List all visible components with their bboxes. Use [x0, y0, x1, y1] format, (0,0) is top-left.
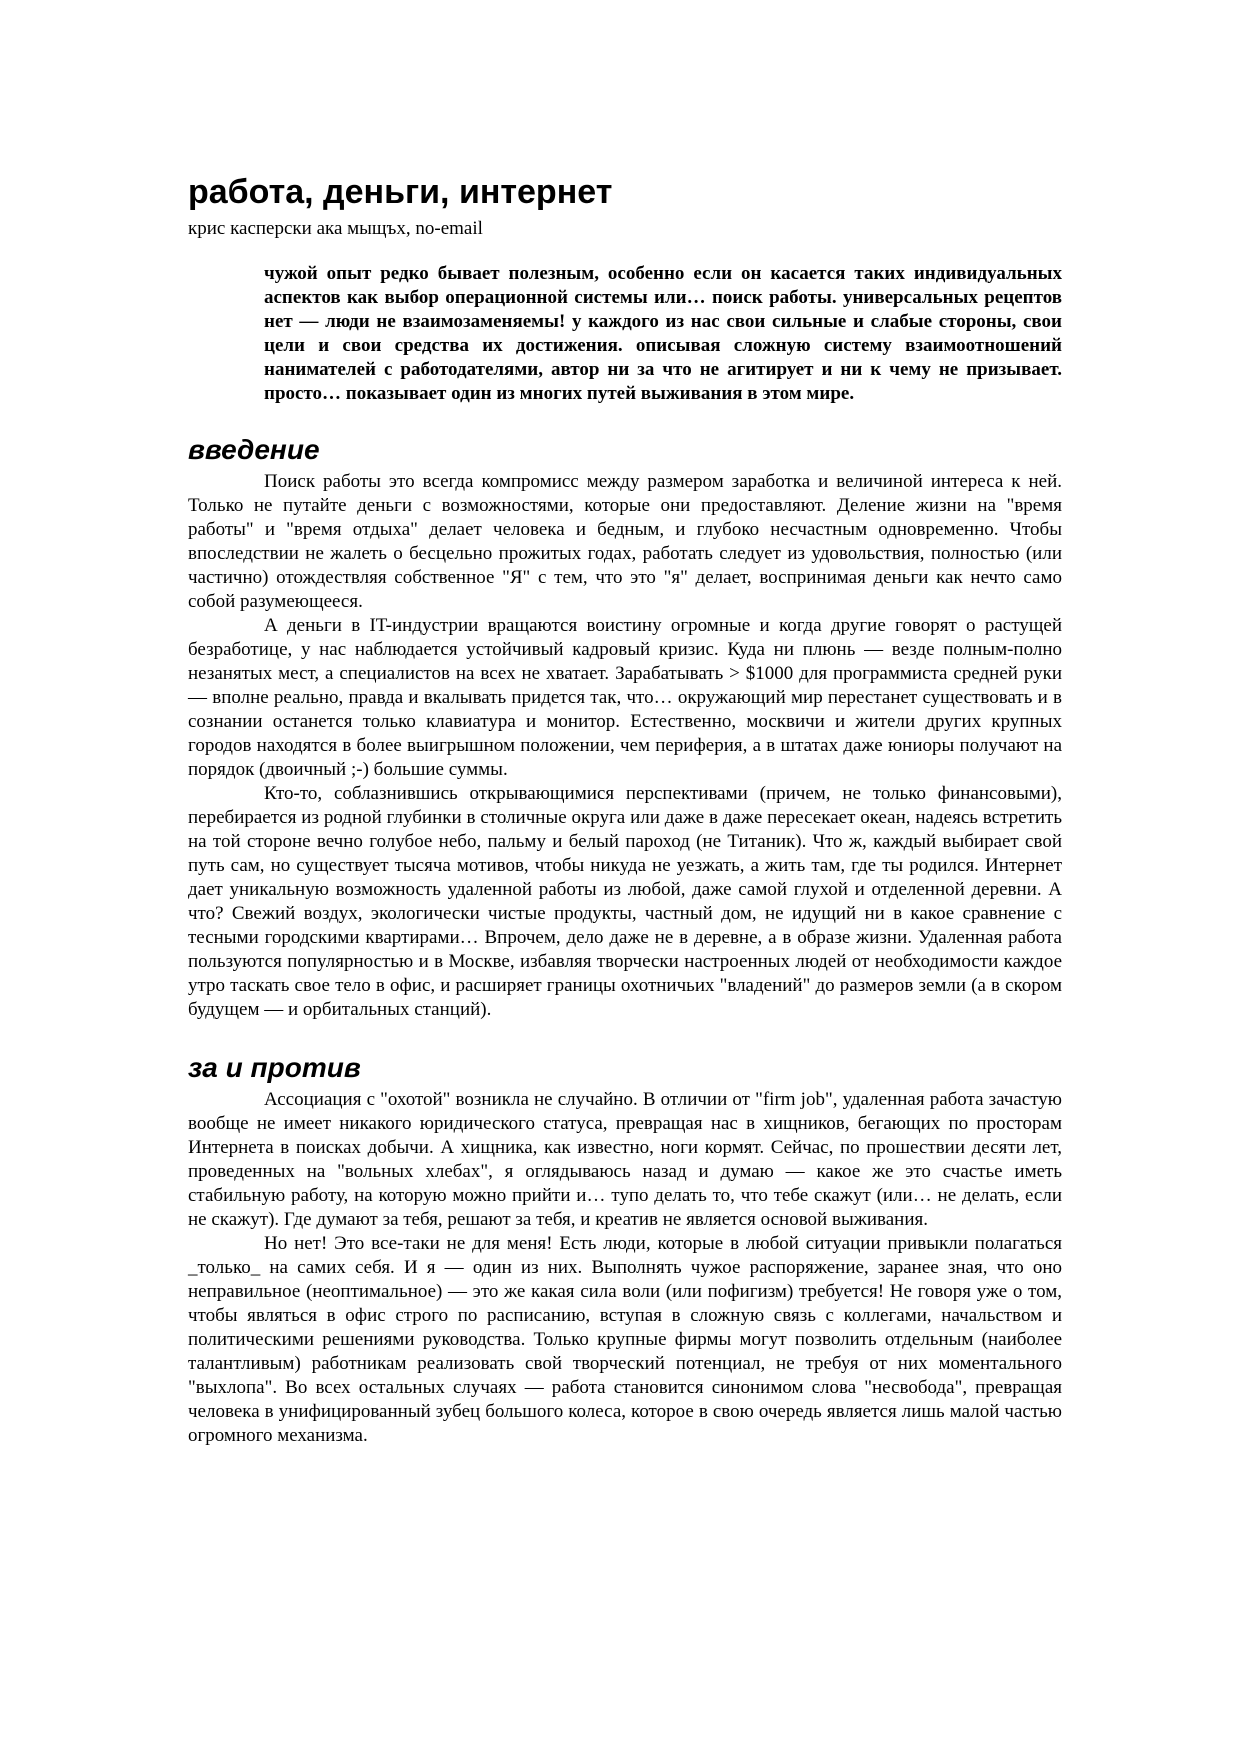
paragraph: Кто-то, соблазнившись открывающимися перспективами (причем, не только финансовыми), перебирается из родной глубинки в столичные округа или даже в даже пересекает океан, надеясь встретить на той стороне вечно голубое небо, пальму и белый пароход (не Титаник). Что ж, каждый выбирает свой путь сам, но существует тысяча мотивов, чтобы никуда не уезжать, а жить там, где ты родился. Интернет дает уникальную возможность удаленной работы из любой, даже самой глухой и отделенной деревни. А что? Свежий воздух, экологически чистые продукты, частный дом, не идущий ни в какое сравнение с тесными городскими квартирами… Впрочем, дело даже не в деревне, а в образе жизни. Удаленная работа пользуются популярностью и в Москве, избавляя творчески настроенных людей от необходимости каждое утро таскать свое тело в офис, и расширяет границы охотничьих "владений" до размеров земли (а в скором будущем — и орбитальных станций).: [188, 783, 1062, 1020]
paragraph: Поиск работы это всегда компромисс между размером заработка и величиной интереса к ней. Только не путайте деньги с возможностями, которые они предоставляют. Деление жизни на "время работы" и "время отдыха" делает человека и бедным, и глубоко несчастным одновременно. Чтобы впоследствии не жалеть о бесцельно прожитых годах, работать следует из удовольствия, полностью (или частично) отождествляя собственное "Я" с тем, что это "я" делает, воспринимая деньги как нечто само собой разумеющееся.: [188, 471, 1062, 612]
abstract: чужой опыт редко бывает полезным, особенно если он касается таких индивидуальных аспектов как выбор операционной системы или… поиск работы. универсальных рецептов нет — люди не взаимозаменяемы! у каждого из нас свои сильные и слабые стороны, свои цели и свои средства их достижения. описывая сложную систему взаимоотношений нанимателей с работодателями, автор ни за что не агитирует и ни к чему не призывает. просто… показывает один из многих путей выживания в этом мире.: [264, 263, 1062, 404]
paragraph: Ассоциация с "охотой" возникла не случайно. В отличии от "firm job", удаленная работа зачастую вообще не имеет никакого юридического статуса, превращая нас в хищников, бегающих по просторам Интернета в поисках добычи. А хищника, как известно, ноги кормят. Сейчас, по прошествии десяти лет, проведенных на "вольных хлебах", я оглядываюсь назад и думаю — какое же это счастье иметь стабильную работу, на которую можно прийти и… тупо делать то, что тебе скажут (или… не делать, если не скажут). Где думают за тебя, решают за тебя, и креатив не является основой выживания.: [188, 1089, 1062, 1230]
paragraph: А деньги в IT-индустрии вращаются воистину огромные и когда другие говорят о растущей безработице, у нас наблюдается устойчивый кадровый кризис. Куда ни плюнь — везде полным-полно незанятых мест, а специалистов на всех не хватает. Зарабатывать > $1000 для программиста средней руки — вполне реально, правда и вкалывать придется так, что… окружающий мир перестанет существовать и в сознании останется только клавиатура и монитор. Естественно, москвичи и жители других крупных городов находятся в более выигрышном положении, чем периферия, а в штатах даже юниоры получают на порядок (двоичный ;-) большие суммы.: [188, 615, 1062, 780]
paragraph: Но нет! Это все-таки не для меня! Есть люди, которые в любой ситуации привыкли полагаться _только_ на самих себя. И я — один из них. Выполнять чужое распоряжение, заранее зная, что оно неправильное (неоптимальное) — это же какая сила воли (или пофигизм) требуется! Не говоря уже о том, чтобы являться в офис строго по расписанию, вступая в сложную связь с коллегами, начальством и политическими решениями руководства. Только крупные фирмы могут позволить отдельным (наиболее талантливым) работникам реализовать свой творческий потенциал, не требуя от них моментального "выхлопа". Во всех остальных случаях — работа становится синонимом слова "несвобода", превращая человека в унифицированный зубец большого колеса, которое в свою очередь является лишь малой частью огромного механизма.: [188, 1233, 1062, 1446]
section-heading-pros-cons: за и против: [188, 1052, 361, 1083]
author-line: крис касперски ака мыщъх, no-email: [188, 218, 483, 239]
section-heading-introduction: введение: [188, 434, 320, 465]
document-title: работа, деньги, интернет: [188, 173, 613, 211]
